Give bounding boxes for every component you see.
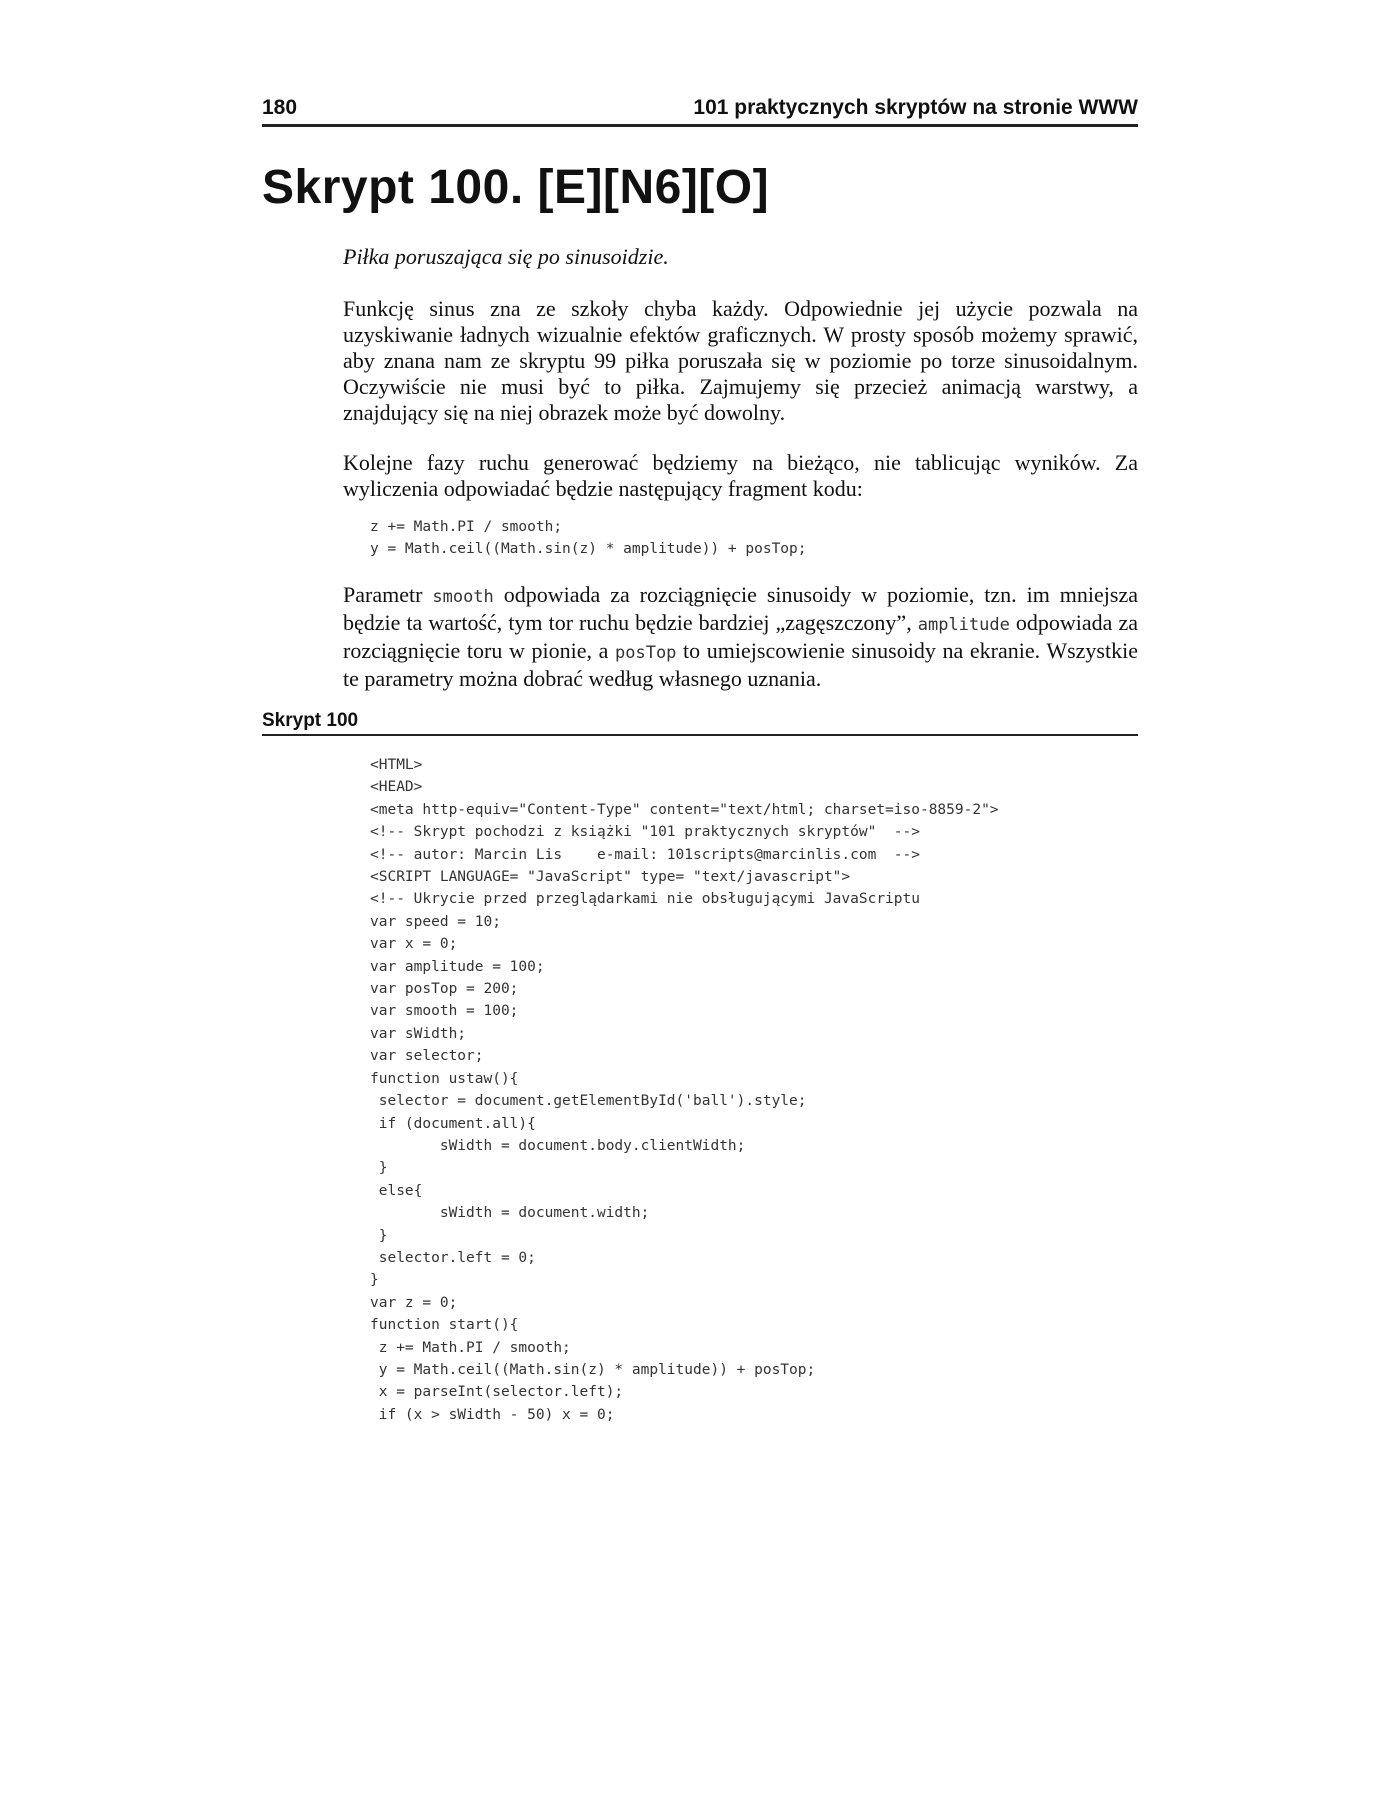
paragraph-text: to umiejscowienie sinusoidy na ekranie. Wszystkie te parametry można dobrać według własnego uznania. [343, 638, 1138, 691]
paragraph-intro: Funkcję sinus zna ze szkoły chyba każdy. Odpowiednie jej użycie pozwala na uzyskiwanie ładnych wizualnie efektów graficznych. W prosty sposób możemy sprawić, aby znana nam ze skryptu 99 piłka poruszała się w poziomie po torze sinusoidalnym. Oczywiście nie musi być to piłka. Zajmujemy się przecież animacją warstwy, a znajdujący się na niej obrazek może być dowolny. [343, 296, 1138, 425]
code-snippet: z += Math.PI / smooth; y = Math.ceil((Math.sin(z) * amplitude)) + posTop; [370, 519, 807, 557]
inline-code-smooth: smooth [432, 587, 494, 607]
paragraph-text: odpowiada za rozciągnięcie sinusoidy w poziomie, tzn. im mniejsza będzie ta wartość, tym tor ruchu będzie bardziej „zagęszczony”, [343, 582, 1138, 635]
paragraph-text: Parametr [343, 582, 433, 607]
inline-code-amplitude: amplitude [917, 615, 1010, 635]
code-listing: <HTML> <HEAD> <meta http-equiv="Content-Type" content="text/html; charset=iso-8859-2"> <!-- Skrypt pochodzi z książki "101 praktycznych skryptów" --> <!-- autor: Marcin Lis e-mail: 101scripts@marcinlis.com --> <SCRIPT LANGUAGE= "JavaScript" type= "text/javascript"> <!-- Ukrycie przed przeglądarkami nie obsługującymi JavaScriptu var speed = 10; var x = 0; var amplitude = 100; var posTop = 200; var smooth = 100; var sWidth; var selector; function ustaw(){ selector = document.getElementById('ball').style; if (document.all){ sWidth = document.body.clientWidth; } else{ sWidth = document.width; } selector.left = 0; } var z = 0; function start(){ z += Math.PI / smooth; y = Math.ceil((Math.sin(z) * amplitude)) + posTop; x = parseInt(selector.left); if (x > sWidth - 50) x = 0; [370, 757, 999, 1423]
chapter-lead: Piłka poruszająca się po sinusoidzie. [343, 244, 669, 269]
paragraph-calculation: Kolejne fazy ruchu generować będziemy na bieżąco, nie tablicując wyników. Za wyliczenia odpowiadać będzie następujący fragment kodu: [343, 450, 1138, 501]
listing-label: Skrypt 100 [262, 710, 1138, 736]
inline-code-postop: posTop [615, 643, 677, 663]
paragraph-text: odpowiada za rozciągnięcie toru w pionie, a [343, 610, 1138, 663]
page-header [262, 96, 1138, 127]
chapter-title: Skrypt 100. [E][N6][O] [262, 161, 770, 214]
page-number: 180 [262, 96, 298, 119]
paragraph-parameters [343, 582, 1138, 692]
book-title: 101 praktycznych skryptów na stronie WWW [693, 96, 1138, 119]
